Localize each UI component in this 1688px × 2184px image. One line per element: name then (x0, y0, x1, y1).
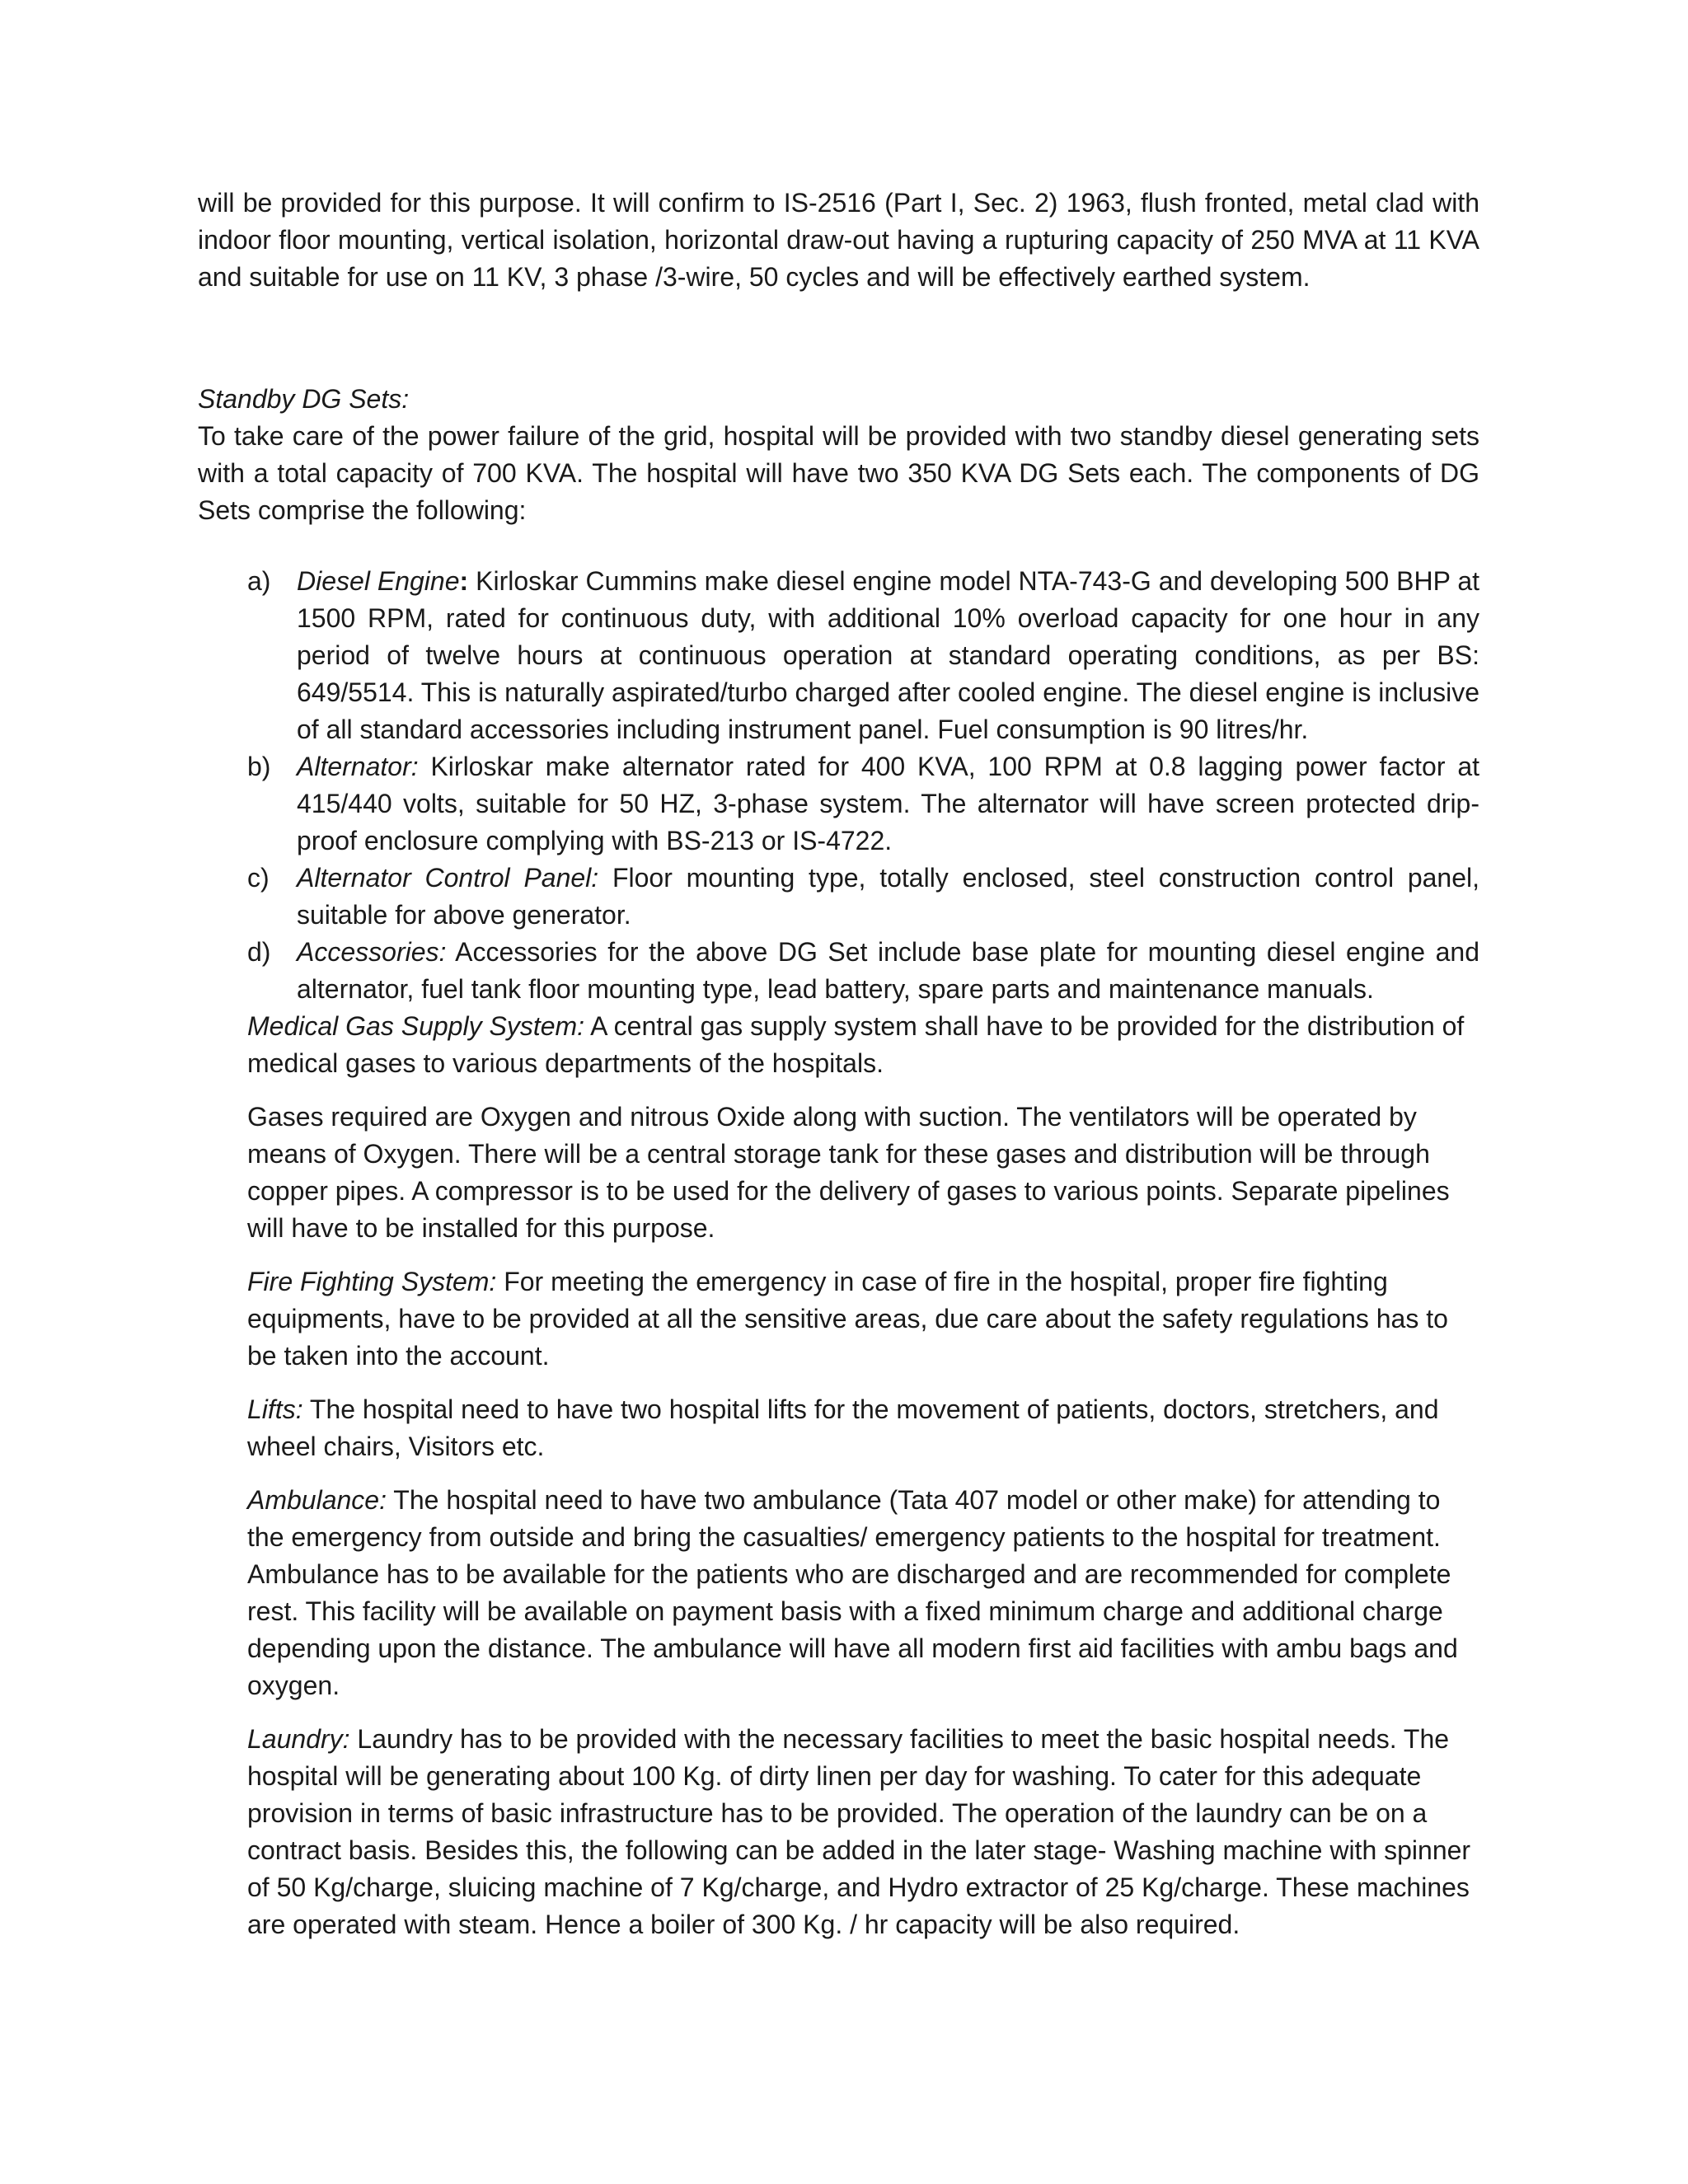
list-marker: c) (247, 863, 270, 893)
ambulance-label: Ambulance: (247, 1485, 387, 1515)
medical-gas-text: A central gas supply system shall have to be provided for the distribution of medical gases to various departments of the hospitals. (247, 1011, 1465, 1078)
standby-heading-text: Standby DG Sets: (198, 384, 410, 414)
gases-paragraph (247, 1099, 1479, 1247)
list-marker: d) (247, 937, 271, 967)
list-item-text: Kirloskar make alternator rated for 400 KVA, 100 RPM at 0.8 lagging power factor at 415/440 volts, suitable for 50 HZ, 3-phase system. The alternator will have screen protected drip-proof enclosure complying with BS-213 or IS-4722. (297, 752, 1479, 855)
standby-text: To take care of the power failure of the grid, hospital will be provided with two standby diesel generating sets with a total capacity of 700 KVA. The hospital will have two 350 KVA DG Sets each. The components of DG Sets comprise the following: (198, 421, 1479, 525)
list-item-label: Alternator Control Panel: (297, 863, 599, 893)
medical-gas-paragraph (247, 1008, 1479, 1082)
list-item-body (297, 748, 1479, 860)
medical-gas-label: Medical Gas Supply System: (247, 1011, 585, 1041)
list-item-body (297, 860, 1479, 934)
list-item-label: Alternator: (297, 752, 419, 781)
list-item-label: Accessories: (297, 937, 447, 967)
fire-fighting-label: Fire Fighting System: (247, 1267, 497, 1296)
intro-paragraph (198, 185, 1479, 296)
list-item-body (297, 934, 1479, 1008)
fire-fighting-text: For meeting the emergency in case of fire in the hospital, proper fire fighting equipments, have to be provided at all the sensitive areas, due care about the safety regulations has to be taken into the account. (247, 1267, 1448, 1371)
intro-text: will be provided for this purpose. It will confirm to IS-2516 (Part I, Sec. 2) 1963, flush fronted, metal clad with indoor floor mounting, vertical isolation, horizontal draw-out having a rupturing capacity of 250 MVA at 11 KVA and suitable for use on 11 KV, 3 phase /3-wire, 50 cycles and will be effectively earthed system. (198, 188, 1479, 292)
standby-heading (198, 381, 1479, 418)
list-marker: a) (247, 566, 271, 596)
lifts-text: The hospital need to have two hospital lifts for the movement of patients, doctors, stretchers, and wheel chairs, Visitors etc. (247, 1394, 1439, 1461)
standby-paragraph (198, 418, 1479, 529)
list-item-text: Floor mounting type, totally enclosed, steel construction control panel, suitable for above generator. (297, 863, 1480, 930)
fire-fighting-paragraph (247, 1263, 1479, 1375)
list-item-label: Diesel Engine (297, 566, 460, 596)
laundry-text: Laundry has to be provided with the necessary facilities to meet the basic hospital needs. The hospital will be generating about 100 Kg. of dirty linen per day for washing. To cater for this adequate provision in terms of basic infrastructure has to be provided. The operation of the laundry can be on a contract basis. Besides this, the following can be added in the later stage- Washing machine with spinner of 50 Kg/charge, sluicing machine of 7 Kg/charge, and Hydro extractor of 25 Kg/charge. These machines are operated with steam. Hence a boiler of 300 Kg. / hr capacity will be also required. (247, 1724, 1471, 1939)
list-item-text: Accessories for the above DG Set include base plate for mounting diesel engine and alternator, fuel tank floor mounting type, lead battery, spare parts and maintenance manuals. (297, 937, 1479, 1004)
lifts-label: Lifts: (247, 1394, 303, 1424)
list-item-text: Kirloskar Cummins make diesel engine model NTA-743-G and developing 500 BHP at 1500 RPM, rated for continuous duty, with additional 10% overload capacity for one hour in any period of twelve hours at continuous operation at standard operating conditions, as per BS: 649/5514. This is naturally aspirated/turbo charged after cooled engine. The diesel engine is inclusive of all standard accessories including instrument panel. Fuel consumption is 90 litres/hr. (297, 566, 1480, 744)
list-item-label-colon: : (459, 566, 469, 596)
list-marker: b) (247, 752, 271, 781)
list-item-body (297, 563, 1479, 748)
ambulance-text: The hospital need to have two ambulance (Tata 407 model or other make) for attending to the emergency from outside and bring the casualties/ emergency patients to the hospital for treatment. Ambulance has to be available for the patients who are discharged and are recommended for complete rest. This facility will be available on payment basis with a fixed minimum charge and additional charge depending upon the distance. The ambulance will have all modern first aid facilities with ambu bags and oxygen. (247, 1485, 1458, 1700)
laundry-paragraph (247, 1721, 1479, 1943)
gases-text: Gases required are Oxygen and nitrous Oxide along with suction. The ventilators will be operated by means of Oxygen. There will be a central storage tank for these gases and distribution will be through copper pipes. A compressor is to be used for the delivery of gases to various points. Separate pipelines will have to be installed for this purpose. (247, 1102, 1450, 1243)
ambulance-paragraph (247, 1482, 1479, 1704)
laundry-label: Laundry: (247, 1724, 350, 1754)
lifts-paragraph (247, 1391, 1479, 1465)
